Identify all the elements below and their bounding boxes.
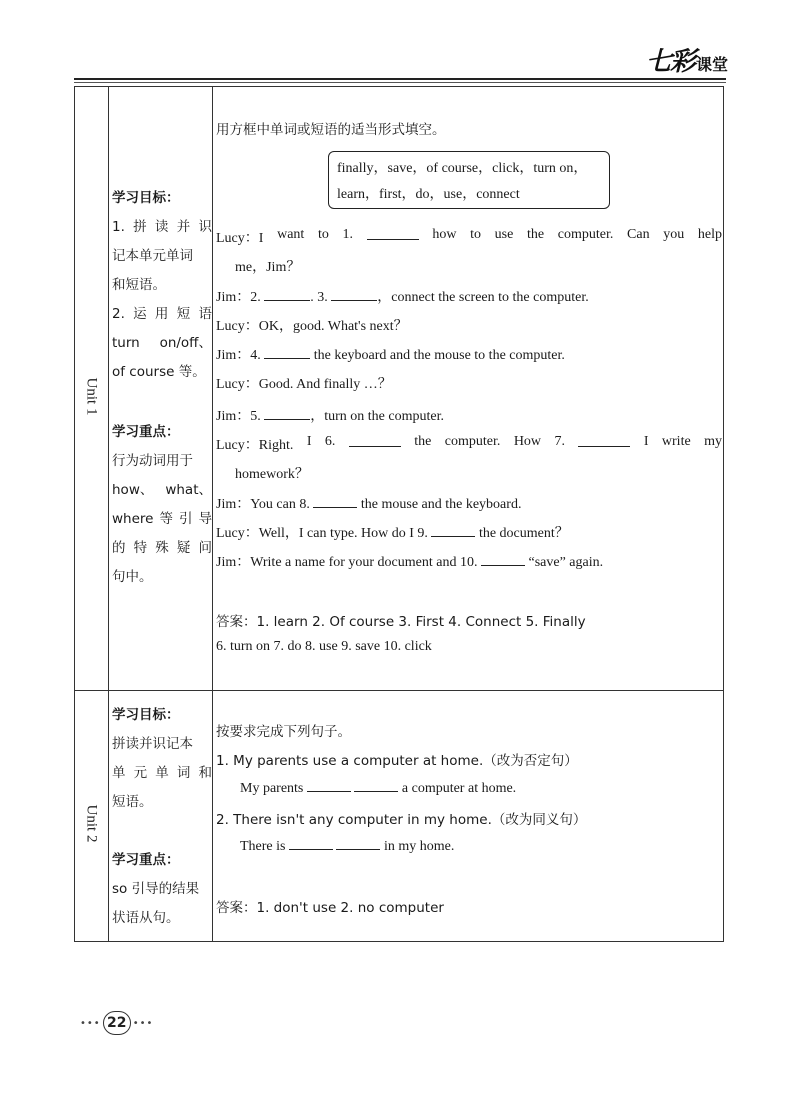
- dialog-line-7: Lucy：Right. I 6. the computer. How 7. I write my: [216, 434, 722, 453]
- blank-6: [349, 434, 401, 447]
- header-rule-thin: [74, 82, 726, 83]
- word-box-line: finally，save，of course，click，turn on，: [337, 161, 588, 176]
- goals-title: 学习目标：: [112, 190, 180, 206]
- blank-3: [331, 288, 377, 301]
- blank-5: [264, 407, 310, 420]
- dialog-line-1: Lucy：I want to 1. how to use the computer. Can you help: [216, 227, 722, 246]
- goals-title: 学习目标：: [112, 707, 180, 723]
- page-number-dots-right: •••: [132, 1017, 154, 1029]
- unit2-label: Unit 2: [83, 804, 100, 843]
- goal-line: of course 等。: [112, 364, 206, 380]
- blank-q1-a: [307, 779, 351, 792]
- blank-q1-b: [354, 779, 398, 792]
- unit1-instruction: 用方框中单词或短语的适当形式填空。: [216, 122, 446, 138]
- dialog-line-4: Jim：4. the keyboard and the mouse to the computer.: [216, 348, 565, 363]
- dialog-line-9: Lucy：Well，I can type. How do I 9. the document？: [216, 526, 569, 541]
- header-rule: [74, 78, 726, 80]
- focus-line: 句中。: [112, 569, 153, 585]
- dialog-line-2: Jim：2. . 3. ，connect the screen to the computer.: [216, 290, 589, 305]
- focus-line: so 引导的结果: [112, 881, 200, 897]
- goal-line: 短语。: [112, 794, 153, 810]
- blank-q2-a: [289, 837, 333, 850]
- unit1-goals: [112, 184, 212, 387]
- dialog-line-10: Jim：Write a name for your document and 10. “save” again.: [216, 555, 604, 570]
- goal-line: turn on/off、: [112, 335, 212, 351]
- brand-logo: [600, 46, 728, 78]
- goal-line: 记本单元单词: [112, 248, 193, 264]
- goal-line: 单 元 单 词 和: [112, 765, 212, 781]
- unit2-instruction: 按要求完成下列句子。: [216, 724, 351, 740]
- dialog-line-5: Lucy：Good. And finally …？: [216, 377, 392, 392]
- brand-name: 课堂: [695, 55, 728, 74]
- page-number: [80, 1011, 153, 1035]
- blank-9: [431, 524, 475, 537]
- unit2-question-1-answer: My parents a computer at home.: [240, 781, 517, 796]
- unit2-question-2: 2. There isn't any computer in my home.（改为同义句）: [216, 812, 587, 828]
- word-box-line: learn，first，do，use，connect: [337, 187, 520, 202]
- page-number-badge: 22: [103, 1011, 131, 1035]
- goal-line: 拼读并识记本: [112, 736, 193, 752]
- dialog-line-7b: homework？: [235, 467, 309, 482]
- goal-line: 和短语。: [112, 277, 166, 293]
- focus-title: 学习重点：: [112, 852, 180, 868]
- unit2-focus: [112, 846, 212, 933]
- column-divider: [108, 86, 109, 942]
- unit1-label: Unit 1: [83, 377, 100, 416]
- unit1-answer-line-1: 答案：1. learn 2. Of course 3. First 4. Connect 5. Finally: [216, 614, 586, 630]
- row-divider: [74, 690, 724, 691]
- blank-8: [313, 495, 357, 508]
- focus-line: how、 what、: [112, 482, 212, 498]
- goal-line: 1. 拼 读 并 识: [112, 219, 212, 235]
- blank-4: [264, 346, 310, 359]
- word-box: [328, 151, 610, 209]
- blank-1: [367, 227, 419, 240]
- focus-line: where 等 引 导: [112, 511, 212, 527]
- unit1-answer-line-2: 6. turn on 7. do 8. use 9. save 10. click: [216, 639, 432, 654]
- unit2-question-2-answer: There is in my home.: [240, 839, 455, 854]
- blank-10: [481, 553, 525, 566]
- dialog-line-6: Jim：5. ，turn on the computer.: [216, 409, 444, 424]
- unit2-goals: [112, 701, 212, 817]
- focus-line: 状语从句。: [112, 910, 180, 926]
- focus-line: 的 特 殊 疑 问: [112, 540, 212, 556]
- unit1-focus: [112, 418, 212, 592]
- blank-7: [578, 434, 630, 447]
- unit2-question-1: 1. My parents use a computer at home.（改为否定句）: [216, 753, 578, 769]
- dialog-line-1b: me，Jim？: [235, 260, 301, 275]
- goal-line: 2. 运 用 短 语: [112, 306, 212, 322]
- unit2-answer: 答案：1. don't use 2. no computer: [216, 900, 444, 916]
- dialog-line-3: Lucy：OK，good. What's next？: [216, 319, 408, 334]
- brand-logo-mark: 七彩: [645, 47, 694, 77]
- blank-2: [264, 288, 310, 301]
- dialog-line-8: Jim：You can 8. the mouse and the keyboard.: [216, 497, 522, 512]
- page-number-dots-left: •••: [80, 1017, 101, 1029]
- focus-title: 学习重点：: [112, 424, 180, 440]
- column-divider: [212, 86, 213, 942]
- focus-line: 行为动词用于: [112, 453, 193, 469]
- blank-q2-b: [336, 837, 380, 850]
